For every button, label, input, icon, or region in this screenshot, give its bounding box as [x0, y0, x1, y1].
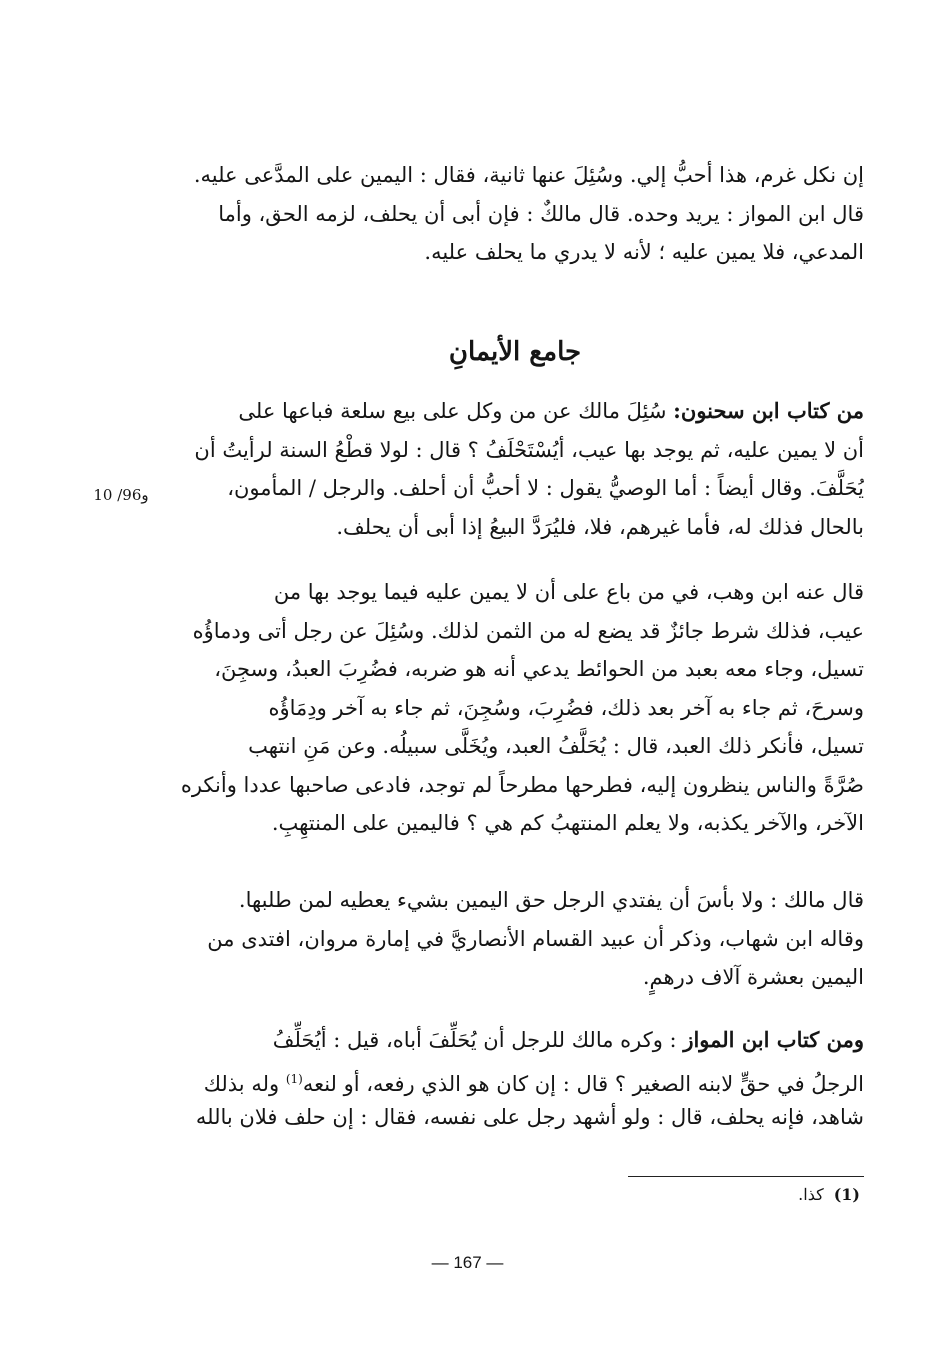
text-span: الرجلُ في حقٍّ لابنه الصغير ؟ قال : إن كان هو الذي رفعه، أو لنعه — [302, 1071, 864, 1096]
text-line: الآخر، والآخر يكذبه، ولا يعلم المنتهبُ كم هي ؟ فاليمين على المنتهِبِ. — [271, 811, 864, 835]
footnote-divider — [628, 1176, 864, 1177]
text-line: صُرَّةً والناس ينظرون إليه، فطرحها مطرحاً لم توجد، فادعى صاحبها عددا وأنكره — [180, 772, 864, 797]
paragraph-ibn-sahnun — [166, 392, 864, 546]
text-line: عيب، فذلك شرط جائزٌ قد يضع له من الثمن لذلك. وسُئِلَ عن رجل أتى ودماؤُه — [192, 618, 864, 643]
source-citation: ومن كتاب ابن المواز — [683, 1027, 864, 1052]
text-line: شاهد، فإنه يحلف، قال : ولو أشهد رجل على نفسه، فقال : إن حلف فلان بالله — [195, 1105, 864, 1129]
section-heading: جامع الأيمانِ — [448, 337, 582, 367]
text-line: وقاله ابن شهاب، وذكر أن عبيد القسام الأنصاريَّ في إمارة مروان، افتدى من — [207, 926, 864, 951]
text-line: قال عنه ابن وهب، في من باع على أن لا يمين عليه فيما يوجد بها من — [273, 580, 864, 604]
text-span: وله بذلك — [203, 1071, 286, 1096]
text-line — [166, 392, 864, 431]
text-line: أن لا يمين عليه، ثم يوجد بها عيب، أيُسْتَحْلَفُ ؟ قال : لولا قطْعُ السنة لرأيتُ أن — [194, 437, 864, 462]
paragraph-ibn-wahb — [166, 573, 864, 843]
text-line: تسيل، وجاء معه بعبد من الحوائط يدعي أنه هو ضربه، فضُرِبَ العبدُ، وسجِنَ، — [214, 657, 864, 681]
text-span: : وكره مالك للرجل أن يُحَلِّفَ أباه، قيل : أيُحَلِّفُ — [272, 1028, 684, 1052]
text-line: بالحال فذلك له، فأما غيرهم، فلا، فليُرَدَّ البيعُ إذا أبى أن يحلف. — [336, 514, 864, 539]
footnote-reference: (1) — [285, 1071, 303, 1086]
text-line: قال ابن المواز : يريد وحده. قال مالكٌ : فإن أبى أن يحلف، لزمه الحق، وأما — [218, 201, 864, 226]
text-line: إن نكل غرم، هذا أحبُّ إلي. وسُئِلَ عنها ثانية، فقال : اليمين على المدَّعى عليه. — [193, 163, 864, 187]
footnote-marker: (1) — [833, 1185, 860, 1204]
paragraph-malik — [166, 881, 864, 997]
paragraph-ibn-al-mawwaz — [166, 1021, 864, 1137]
text-line: تسيل، فأنكر ذلك العبد، قال : يُحَلَّفُ العبد، ويُخَلَّى سبيلُه. وعن مَنِ انتهب — [248, 734, 864, 758]
text-line: وسرحَ، ثم جاء به آخر بعد ذلك، فضُرِبَ، وسُجِنَ، ثم جاء به آخر ودِمَاؤُه — [268, 695, 864, 720]
footnote-text: كذا. — [798, 1185, 824, 1204]
text-line: المدعي، فلا يمين عليه ؛ لأنه لا يدري ما يحلف عليه. — [424, 240, 864, 264]
intro-paragraph — [166, 156, 864, 272]
text-line — [166, 1021, 864, 1060]
text-line: يُحَلَّفَ. وقال أيضاً : أما الوصيُّ يقول : لا أحبُّ أن أحلف. والرجل / المأمون، — [227, 476, 864, 500]
source-citation: من كتاب ابن سحنون: — [673, 398, 864, 423]
text-line — [166, 1060, 864, 1099]
text-span: سُئِلَ مالك عن من وكل على بيع سلعة فباعها على — [238, 399, 674, 423]
page-number: — 167 — — [431, 1253, 504, 1272]
text-line: اليمين بعشرة آلاف درهمٍ. — [642, 965, 864, 989]
text-line: قال مالك : ولا بأسَ أن يفتدي الرجل حق اليمين بشيء يعطيه لمن طلبها. — [238, 888, 864, 912]
footnote — [630, 1180, 860, 1210]
manuscript-folio-reference: 10 /96و — [93, 486, 149, 504]
